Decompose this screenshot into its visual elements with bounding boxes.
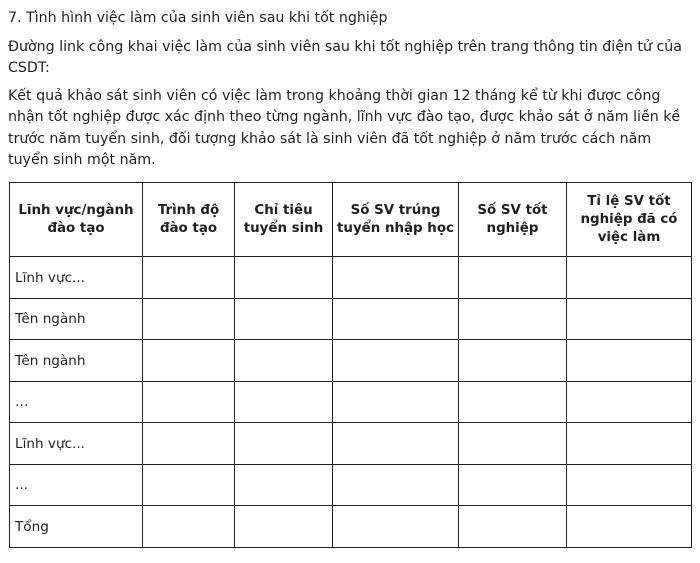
cell-quota — [235, 340, 333, 382]
paragraph-survey-description: Kết quả khảo sát sinh viên có việc làm trong khoảng thời gian 12 tháng kể từ khi được công nhận tốt nghiệp được xác định theo từng ngành, lĩnh vực đào tạo, được khảo sát ở năm liền kề trước năm tuyển sinh, đối tượng khảo sát là sinh viên đã tốt nghiệp ở năm trước cách năm tuyển sinh một năm. — [8, 88, 681, 169]
cell-level — [143, 464, 235, 506]
cell-level — [143, 257, 235, 299]
column-header-enrolled: Số SV trúng tuyển nhập học — [333, 183, 459, 257]
employment-statistics-table — [9, 182, 692, 548]
cell-employment-rate — [567, 506, 692, 548]
cell-graduates — [459, 257, 567, 299]
cell-quota — [235, 257, 333, 299]
column-header-field: Lĩnh vực/ngành đào tạo — [10, 183, 143, 257]
column-header-level: Trình độ đào tạo — [143, 183, 235, 257]
cell-quota — [235, 381, 333, 423]
cell-field: Lĩnh vực... — [10, 257, 143, 299]
cell-enrolled — [333, 340, 459, 382]
cell-employment-rate — [567, 381, 692, 423]
cell-field: … — [10, 381, 143, 423]
column-header-graduates: Số SV tốt nghiệp — [459, 183, 567, 257]
cell-enrolled — [333, 298, 459, 340]
cell-graduates — [459, 423, 567, 465]
cell-employment-rate — [567, 298, 692, 340]
table-row — [10, 298, 692, 340]
table-row-total — [10, 506, 692, 548]
cell-employment-rate — [567, 464, 692, 506]
cell-graduates — [459, 340, 567, 382]
paragraph-public-link: Đường link công khai việc làm của sinh viên sau khi tốt nghiệp trên trang thông tin điện tử của CSDT: — [8, 38, 682, 76]
cell-enrolled — [333, 464, 459, 506]
table-row — [10, 464, 692, 506]
cell-level — [143, 423, 235, 465]
cell-quota — [235, 464, 333, 506]
cell-quota — [235, 506, 333, 548]
cell-graduates — [459, 464, 567, 506]
cell-quota — [235, 298, 333, 340]
cell-enrolled — [333, 506, 459, 548]
cell-level — [143, 381, 235, 423]
cell-employment-rate — [567, 340, 692, 382]
table-row — [10, 340, 692, 382]
cell-field: Tên ngành — [10, 298, 143, 340]
table-row — [10, 381, 692, 423]
cell-level — [143, 340, 235, 382]
table-row — [10, 423, 692, 465]
cell-employment-rate — [567, 257, 692, 299]
table-header-row — [10, 183, 692, 257]
cell-enrolled — [333, 423, 459, 465]
column-header-employment-rate: Tỉ lệ SV tốt nghiệp đã có việc làm — [567, 183, 692, 257]
cell-enrolled — [333, 381, 459, 423]
cell-field: Lĩnh vực... — [10, 423, 143, 465]
cell-field: Tên ngành — [10, 340, 143, 382]
section-heading: 7. Tình hình việc làm của sinh viên sau khi tốt nghiệp — [8, 10, 388, 26]
cell-enrolled — [333, 257, 459, 299]
cell-level — [143, 506, 235, 548]
cell-graduates — [459, 298, 567, 340]
cell-graduates — [459, 381, 567, 423]
cell-field: ... — [10, 464, 143, 506]
cell-quota — [235, 423, 333, 465]
cell-field: Tổng — [10, 506, 143, 548]
cell-level — [143, 298, 235, 340]
cell-employment-rate — [567, 423, 692, 465]
column-header-quota: Chỉ tiêu tuyển sinh — [235, 183, 333, 257]
table-row — [10, 257, 692, 299]
cell-graduates — [459, 506, 567, 548]
